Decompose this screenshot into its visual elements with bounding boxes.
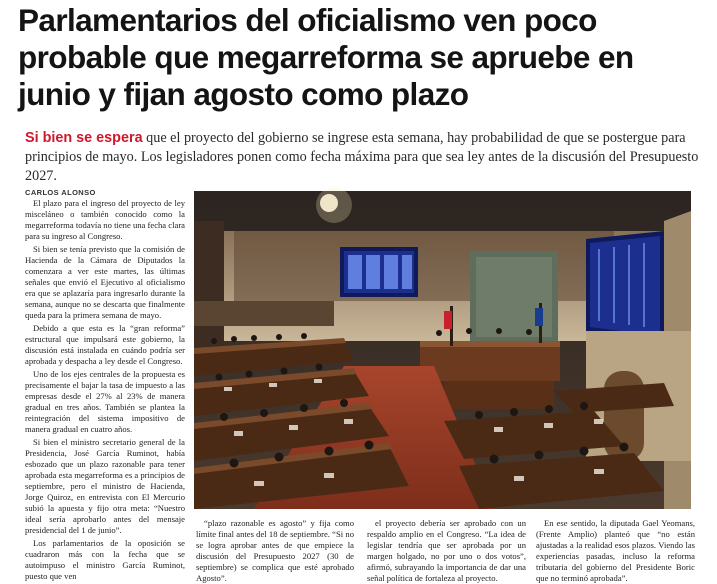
paragraph: Uno de los ejes centrales de la propuesta es precisamente el bajar la tasa de impuesto a las empresas desde el 27% al 23% de manera gradual en tres años. También se plantea la reintegración del sistema impositivo de manera gradual en cuatro años. xyxy=(25,369,185,434)
lead-kicker: Si bien se espera xyxy=(25,130,143,146)
body-column-1 xyxy=(25,198,185,581)
body-column-3 xyxy=(367,518,526,583)
chamber-photo xyxy=(194,191,691,509)
paragraph: Debido a que esta es la “gran reforma” estructural que impulsará este gobierno, la discusión está instalada en cuándo podría ser aprobada y despacha a ley desde el Congreso. xyxy=(25,323,185,366)
byline: CARLOS ALONSO xyxy=(25,188,96,197)
paragraph: Si bien el ministro secretario general de la Presidencia, José García Ruminot, había esbozado que un plazo razonable para tener aprobada esta megarreforma es a principios de septiembre, pero el ministro de Hacienda, Jorge Quiroz, en entrevista con El Mercurio subió la apuesta y fijo otra meta: “Nuestro ideal sería aprobarlo antes del mensaje presidencial del 1 de junio”. xyxy=(25,437,185,535)
paragraph: “plazo razonable es agosto” y fija como límite final antes del 18 de septiembre. “Si no se logra aprobar antes de que empiece la discusión del Presupuesto 2027 (30 de septiembre) se complica que esté aprobado Agosto”. xyxy=(196,518,354,583)
chamber-illustration xyxy=(194,191,691,509)
paragraph: Si bien se tenía previsto que la comisión de Hacienda de la Cámara de Diputados la comenzara a ver este martes, las últimas señales que envió el Ejecutivo al oficialismo era que se aplazaría para ingresarlo durante la semana, aunque no se descarta que finalmente queda para la primera semana de mayo. xyxy=(25,244,185,320)
paragraph: En ese sentido, la diputada Gael Yeomans, (Frente Amplio) planteó que “no están ajustadas a la realidad esos plazos. Viendo las experiencias pasadas, incluso la reforma tributaria del gobierno del Presidente Boric que no terminó aprobada”. xyxy=(536,518,695,583)
headline: Parlamentarios del oficialismo ven poco probable que megarreforma se apruebe en junio y fijan agosto como plazo xyxy=(18,2,634,112)
paragraph: Los parlamentarios de la oposición se cuadraron más con la fecha que se autoimpuso el ministro García Ruminot, puesto que ven xyxy=(25,538,185,581)
lead-text: que el proyecto del gobierno se ingrese esta semana, hay probabilidad de que se postergue para principios de mayo. Los legisladores ponen como fecha máxima para que sea ley antes de la discusión del Presupuesto 2027. xyxy=(25,130,699,184)
body-column-4 xyxy=(536,518,695,583)
paragraph: El plazo para el ingreso del proyecto de ley misceláneo o también conocido como la megarreforma todavía no tiene una fecha clara para su ingreso al Congreso. xyxy=(25,198,185,241)
lead-paragraph xyxy=(25,129,700,186)
body-column-2 xyxy=(196,518,354,583)
paragraph: el proyecto debería ser aprobado con un respaldo amplio en el Congreso. “La idea de legislar tendría que ser aprobada por un margen holgado, no por uno o dos votos”, afirmó, subrayando la importancia de dar una señal política de fortaleza al proyecto. xyxy=(367,518,526,583)
